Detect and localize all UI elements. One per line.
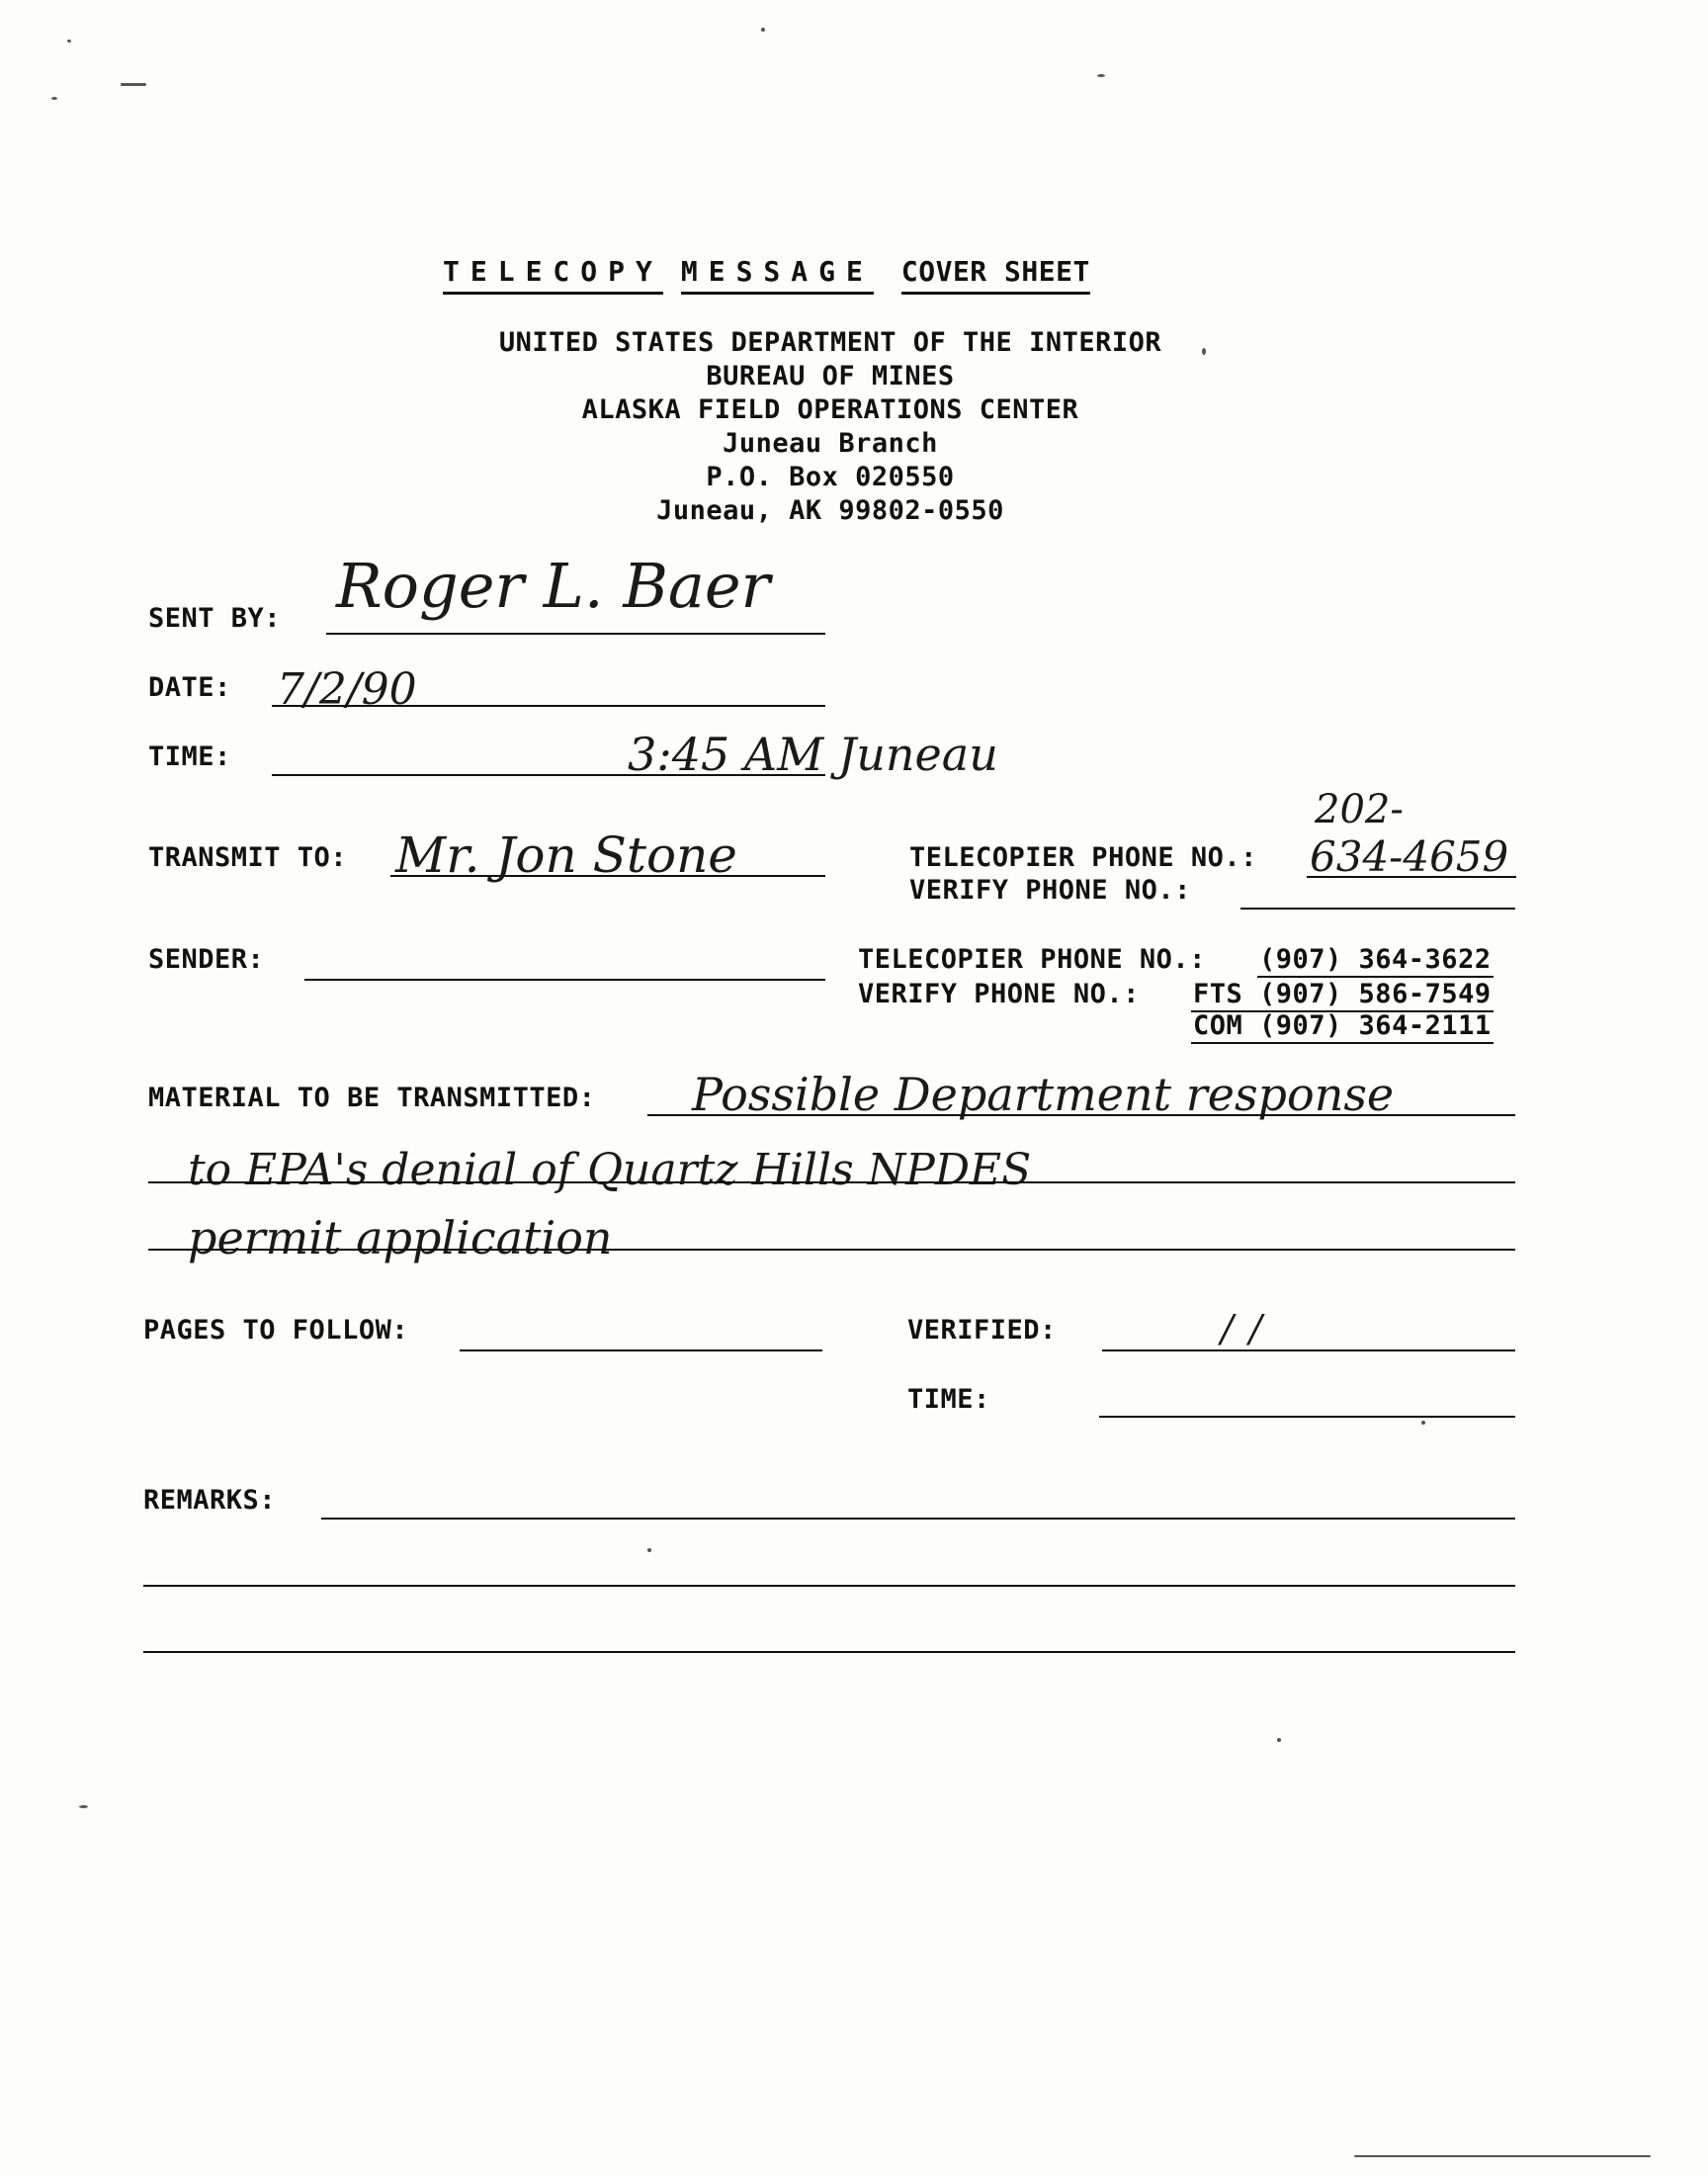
scan-speck <box>79 1805 88 1808</box>
sender-verify-fts <box>1191 979 1494 1009</box>
sender-verify-fts-number: FTS (907) 586-7549 <box>1191 979 1494 1012</box>
scan-speck <box>761 28 765 32</box>
pages-to-follow-line <box>460 1349 822 1351</box>
material-rule-2 <box>148 1181 1515 1183</box>
recipient-verify-label: VERIFY PHONE NO.: <box>909 875 1191 906</box>
agency-bureau: BUREAU OF MINES <box>706 361 955 392</box>
material-rule-1 <box>647 1114 1515 1116</box>
scan-speck <box>647 1548 651 1552</box>
verified-line <box>1102 1349 1515 1351</box>
pages-to-follow-label: PAGES TO FOLLOW: <box>143 1315 409 1346</box>
title-telecopy: TELECOPY <box>443 255 663 295</box>
agency-branch: Juneau Branch <box>723 428 938 459</box>
agency-header <box>415 326 1245 528</box>
agency-city: Juneau, AK 99802-0550 <box>656 495 1004 526</box>
sender-telecopier-number: (907) 364-3622 <box>1257 944 1494 978</box>
remarks-line-3 <box>143 1651 1515 1653</box>
recipient-verify-line <box>1240 908 1515 910</box>
verified-time-label: TIME: <box>907 1384 990 1415</box>
recipient-telecopier-number: 634-4659 <box>1310 832 1509 881</box>
document-title <box>443 255 1090 295</box>
verified-value: / / <box>1221 1307 1264 1350</box>
scan-speck <box>51 97 57 100</box>
recipient-telecopier-label: TELECOPIER PHONE NO.: <box>909 842 1257 873</box>
title-cover-sheet: COVER SHEET <box>901 255 1090 295</box>
material-line-1: Possible Department response <box>692 1068 1395 1121</box>
transmit-to-line <box>390 875 825 877</box>
material-line-3: permit application <box>188 1211 613 1264</box>
remarks-label: REMARKS: <box>143 1485 277 1516</box>
remarks-line-2 <box>143 1585 1515 1587</box>
scan-speck <box>1202 348 1206 355</box>
agency-po-box: P.O. Box 020550 <box>706 462 955 492</box>
sender-telecopier-value <box>1257 944 1494 975</box>
scan-edge-line <box>1354 2155 1651 2157</box>
scan-speck <box>1097 74 1105 77</box>
agency-department: UNITED STATES DEPARTMENT OF THE INTERIOR <box>498 327 1162 358</box>
agency-center: ALASKA FIELD OPERATIONS CENTER <box>581 394 1079 425</box>
sender-label: SENDER: <box>148 944 265 975</box>
verified-time-line <box>1099 1416 1515 1418</box>
material-label: MATERIAL TO BE TRANSMITTED: <box>148 1083 596 1113</box>
material-rule-3 <box>148 1249 1515 1251</box>
sender-verify-com-number: COM (907) 364-2111 <box>1191 1010 1494 1044</box>
sender-telecopier-label: TELECOPIER PHONE NO.: <box>858 944 1206 975</box>
sent-by-line <box>326 633 825 635</box>
sent-by-label: SENT BY: <box>148 603 282 634</box>
scan-speck <box>121 83 146 86</box>
remarks-line-1 <box>321 1518 1515 1520</box>
scan-speck <box>1421 1421 1425 1425</box>
time-line <box>272 774 825 776</box>
sent-by-signature: Roger L. Baer <box>336 550 771 622</box>
scan-speck <box>1277 1738 1281 1742</box>
sender-line <box>304 979 825 981</box>
title-message: MESSAGE <box>681 255 874 295</box>
scan-speck <box>67 40 71 43</box>
material-line-2: to EPA's denial of Quartz Hills NPDES <box>188 1145 1032 1195</box>
date-label: DATE: <box>148 672 231 703</box>
verified-label: VERIFIED: <box>907 1315 1057 1346</box>
time-value: 3:45 AM Juneau <box>628 728 998 781</box>
sender-verify-label: VERIFY PHONE NO.: <box>858 979 1140 1009</box>
recipient-telecopier-area-code: 202- <box>1315 787 1404 832</box>
date-line <box>272 705 825 707</box>
transmit-to-value: Mr. Jon Stone <box>395 826 737 884</box>
date-value: 7/2/90 <box>277 664 417 715</box>
sender-verify-com <box>1191 1010 1494 1041</box>
recipient-telecopier-line <box>1307 876 1516 878</box>
transmit-to-label: TRANSMIT TO: <box>148 842 348 873</box>
time-label: TIME: <box>148 741 231 772</box>
